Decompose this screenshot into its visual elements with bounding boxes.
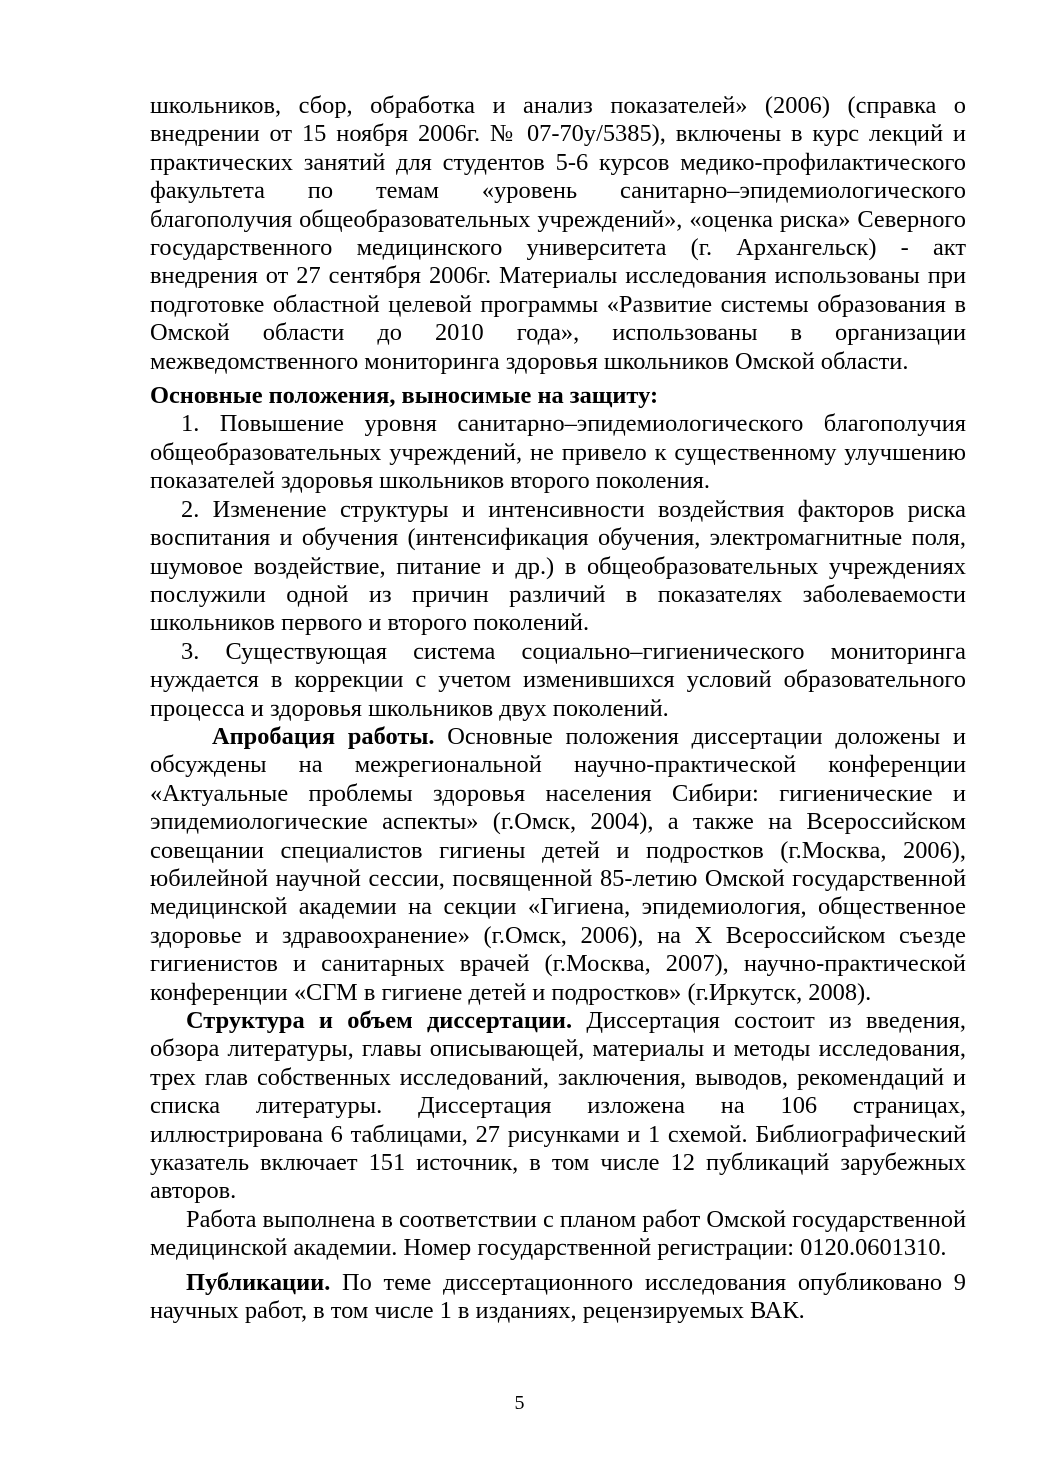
document-page — [150, 92, 966, 1325]
structure-paragraph — [150, 1007, 966, 1206]
publications-text: По теме диссертационного исследования опубликовано 9 научных работ, в том числе 1 в изданиях, рецензируемых ВАК. — [150, 1268, 966, 1325]
registration-paragraph: Работа выполнена в соответствии с планом работ Омской государственной медицинской академии. Номер государственной регистрации: 0120.0601310. — [150, 1205, 966, 1262]
approbation-heading: Апробация работы. — [212, 722, 435, 750]
intro-paragraph: школьников, сбор, обработка и анализ показателей» (2006) (справка о внедрении от 15 ноября 2006г. № 07-70у/5385), включены в курс лекций и практических занятий для студентов 5-6 курсов медико-профилактического факультета по темам «уровень санитарно–эпидемиологического благополучия общеобразовательных учреждений», «оценка риска» Северного государственного медицинского университета (г. Архангельск) - акт внедрения от 27 сентября 2006г. Материалы исследования использованы при подготовке областной целевой программы «Развитие системы образования в Омской области до 2010 года», использованы в организации межведомственного мониторинга здоровья школьников Омской области. — [150, 92, 966, 375]
approbation-paragraph — [150, 723, 966, 1007]
publications-heading: Публикации. — [186, 1268, 331, 1296]
approbation-text: Основные положения диссертации доложены и обсуждены на межрегиональной научно-практической конференции «Актуальные проблемы здоровья населения Сибири: гигиенические и эпидемиологические аспекты» (г.Омск, 2004), а также на Всероссийском совещании специалистов гигиены детей и подростков (г.Москва, 2006), юбилейной научной сессии, посвященной 85-летию Омской государственной медицинской академии на секции «Гигиена, эпидемиология, общественное здоровье и здравоохранение» (г.Омск, 2006), на Х Всероссийском съезде гигиенистов и санитарных врачей (г.Москва, 2007), научно-практической конференции «СГМ в гигиене детей и подростков» (г.Иркутск, 2008). — [150, 722, 966, 1006]
structure-heading: Структура и объем диссертации. — [186, 1007, 573, 1034]
thesis-item-3: 3. Существующая система социально–гигиенического мониторинга нуждается в коррекции с учетом изменившихся условий образовательного процесса и здоровья школьников двух поколений. — [150, 637, 966, 722]
thesis-item-2: 2. Изменение структуры и интенсивности воздействия факторов риска воспитания и обучения (интенсификация обучения, электромагнитные поля, шумовое воздействие, питание и др.) в общеобразовательных учреждениях послужили одной из причин различий в показателях заболеваемости школьников первого и второго поколений. — [150, 495, 966, 637]
structure-text: Диссертация состоит из введения, обзора литературы, главы описывающей, материалы и методы исследования, трех глав собственных исследований, заключения, выводов, рекомендаций и списка литературы. Диссертация изложена на 106 страницах, иллюстрирована 6 таблицами, 27 рисунками и 1 схемой. Библиографический указатель включает 151 источник, в том числе 12 публикаций зарубежных авторов. — [150, 1007, 967, 1205]
theses-heading: Основные положения, выносимые на защиту: — [150, 382, 659, 410]
thesis-item-1: 1. Повышение уровня санитарно–эпидемиологического благополучия общеобразовательных учреждений, не привело к существенному улучшению показателей здоровья школьников второго поколения. — [150, 410, 966, 495]
publications-paragraph — [150, 1269, 966, 1326]
page-number: 5 — [514, 1392, 525, 1414]
